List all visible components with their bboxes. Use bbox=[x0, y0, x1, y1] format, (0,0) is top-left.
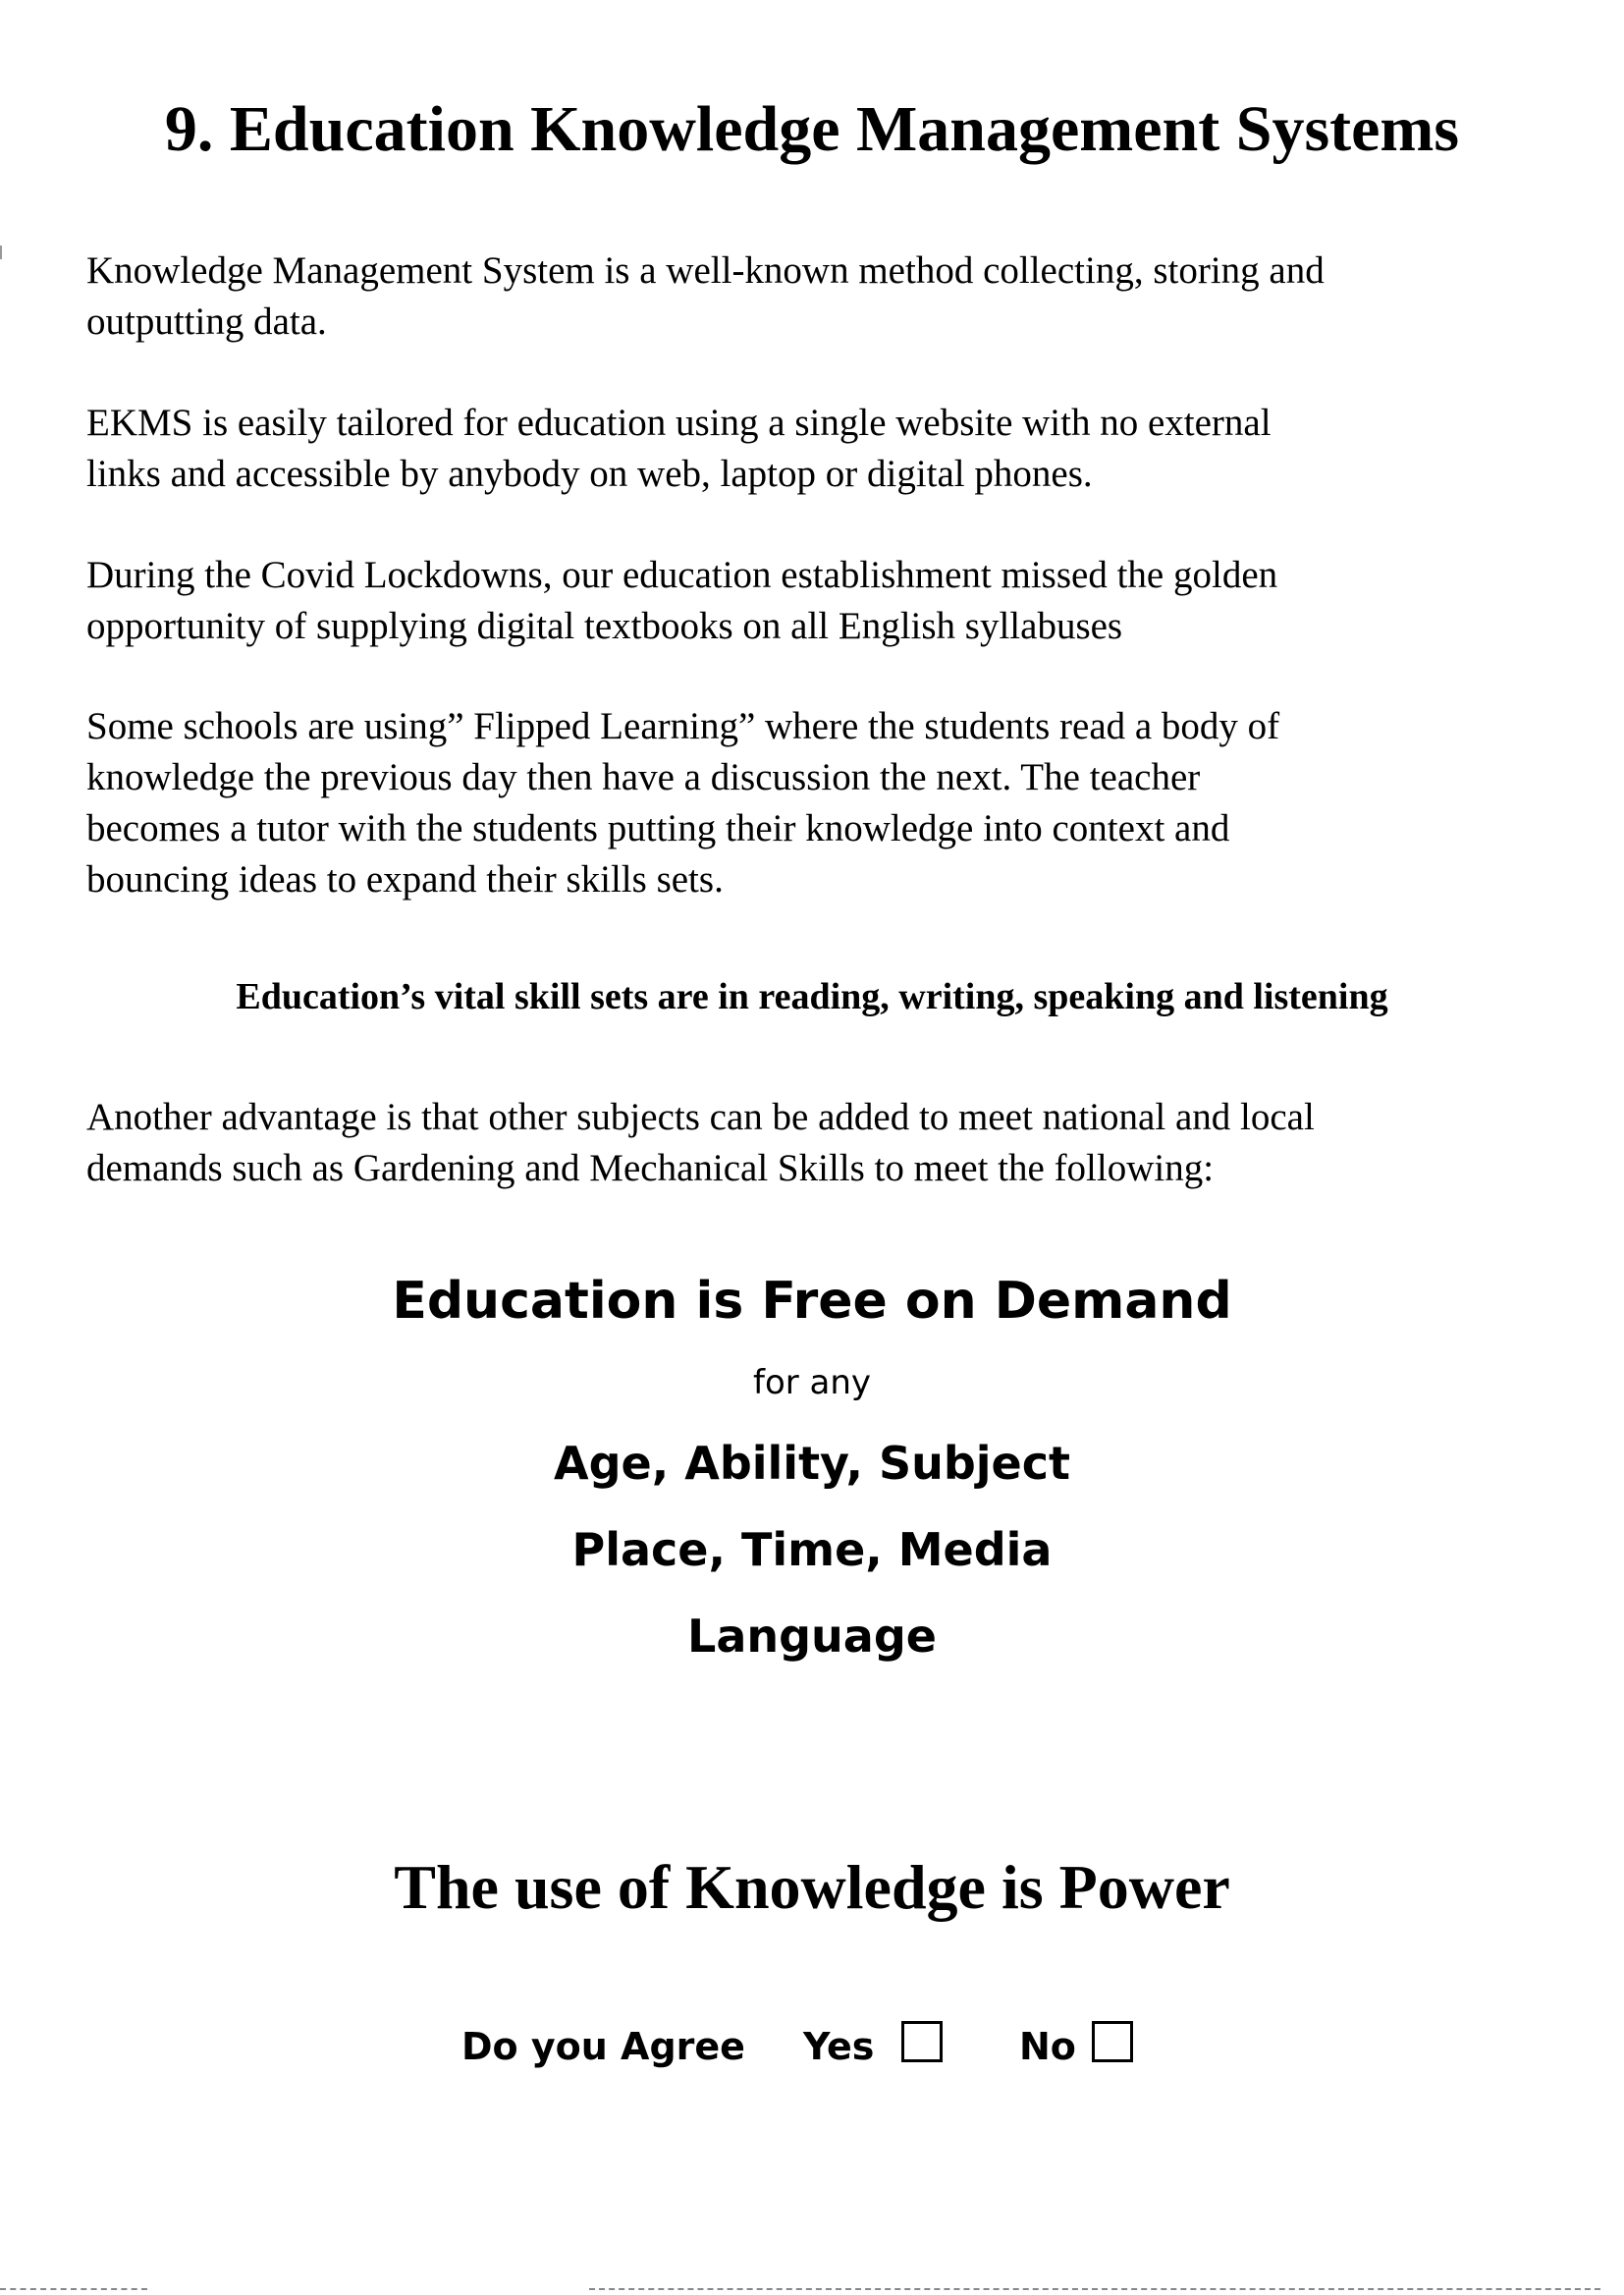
paragraph-line: EKMS is easily tailored for education using a single website with no external bbox=[86, 402, 1272, 444]
slogan-connector: for any bbox=[752, 1363, 872, 1402]
paragraph-covid bbox=[86, 550, 1559, 652]
no-checkbox[interactable] bbox=[1092, 2021, 1133, 2062]
yes-checkbox[interactable] bbox=[901, 2021, 943, 2062]
page-title: 9. Education Knowledge Management Systems bbox=[164, 93, 1460, 165]
paragraph-flipped-learning bbox=[86, 701, 1559, 905]
poll-question: Do you Agree bbox=[461, 2025, 745, 2068]
paragraph-advantage bbox=[86, 1092, 1559, 1194]
closing-statement: The use of Knowledge is Power bbox=[394, 1852, 1230, 1922]
paragraph-kms bbox=[86, 246, 1559, 348]
no-label: No bbox=[1019, 2025, 1076, 2068]
slogan-line-3: Language bbox=[687, 1610, 937, 1663]
scan-edge-line bbox=[0, 2288, 147, 2290]
paragraph-ekms bbox=[86, 398, 1559, 500]
paragraph-line: outputting data. bbox=[86, 301, 327, 343]
paragraph-line: Another advantage is that other subjects can be added to meet national and local bbox=[86, 1096, 1315, 1138]
paragraph-line: knowledge the previous day then have a discussion the next. The teacher bbox=[86, 756, 1201, 798]
yes-label: Yes bbox=[803, 2025, 875, 2068]
scan-edge-line bbox=[589, 2288, 1600, 2290]
slogan-line-1: Age, Ability, Subject bbox=[554, 1437, 1070, 1490]
scan-margin-mark bbox=[0, 246, 2, 259]
paragraph-line: becomes a tutor with the students putting their knowledge into context and bbox=[86, 807, 1230, 849]
slogan-line-2: Place, Time, Media bbox=[571, 1523, 1053, 1576]
paragraph-line: Some schools are using” Flipped Learning” where the students read a body of bbox=[86, 705, 1280, 747]
skills-statement: Education’s vital skill sets are in reading, writing, speaking and listening bbox=[236, 976, 1388, 1017]
slogan-title: Education is Free on Demand bbox=[392, 1272, 1232, 1331]
paragraph-line: links and accessible by anybody on web, laptop or digital phones. bbox=[86, 453, 1093, 495]
paragraph-line: opportunity of supplying digital textbooks on all English syllabuses bbox=[86, 605, 1123, 647]
paragraph-line: During the Covid Lockdowns, our education establishment missed the golden bbox=[86, 554, 1278, 596]
paragraph-line: bouncing ideas to expand their skills sets. bbox=[86, 858, 724, 901]
paragraph-line: Knowledge Management System is a well-known method collecting, storing and bbox=[86, 249, 1325, 292]
agree-poll bbox=[0, 2017, 1624, 2076]
paragraph-line: demands such as Gardening and Mechanical Skills to meet the following: bbox=[86, 1147, 1215, 1189]
